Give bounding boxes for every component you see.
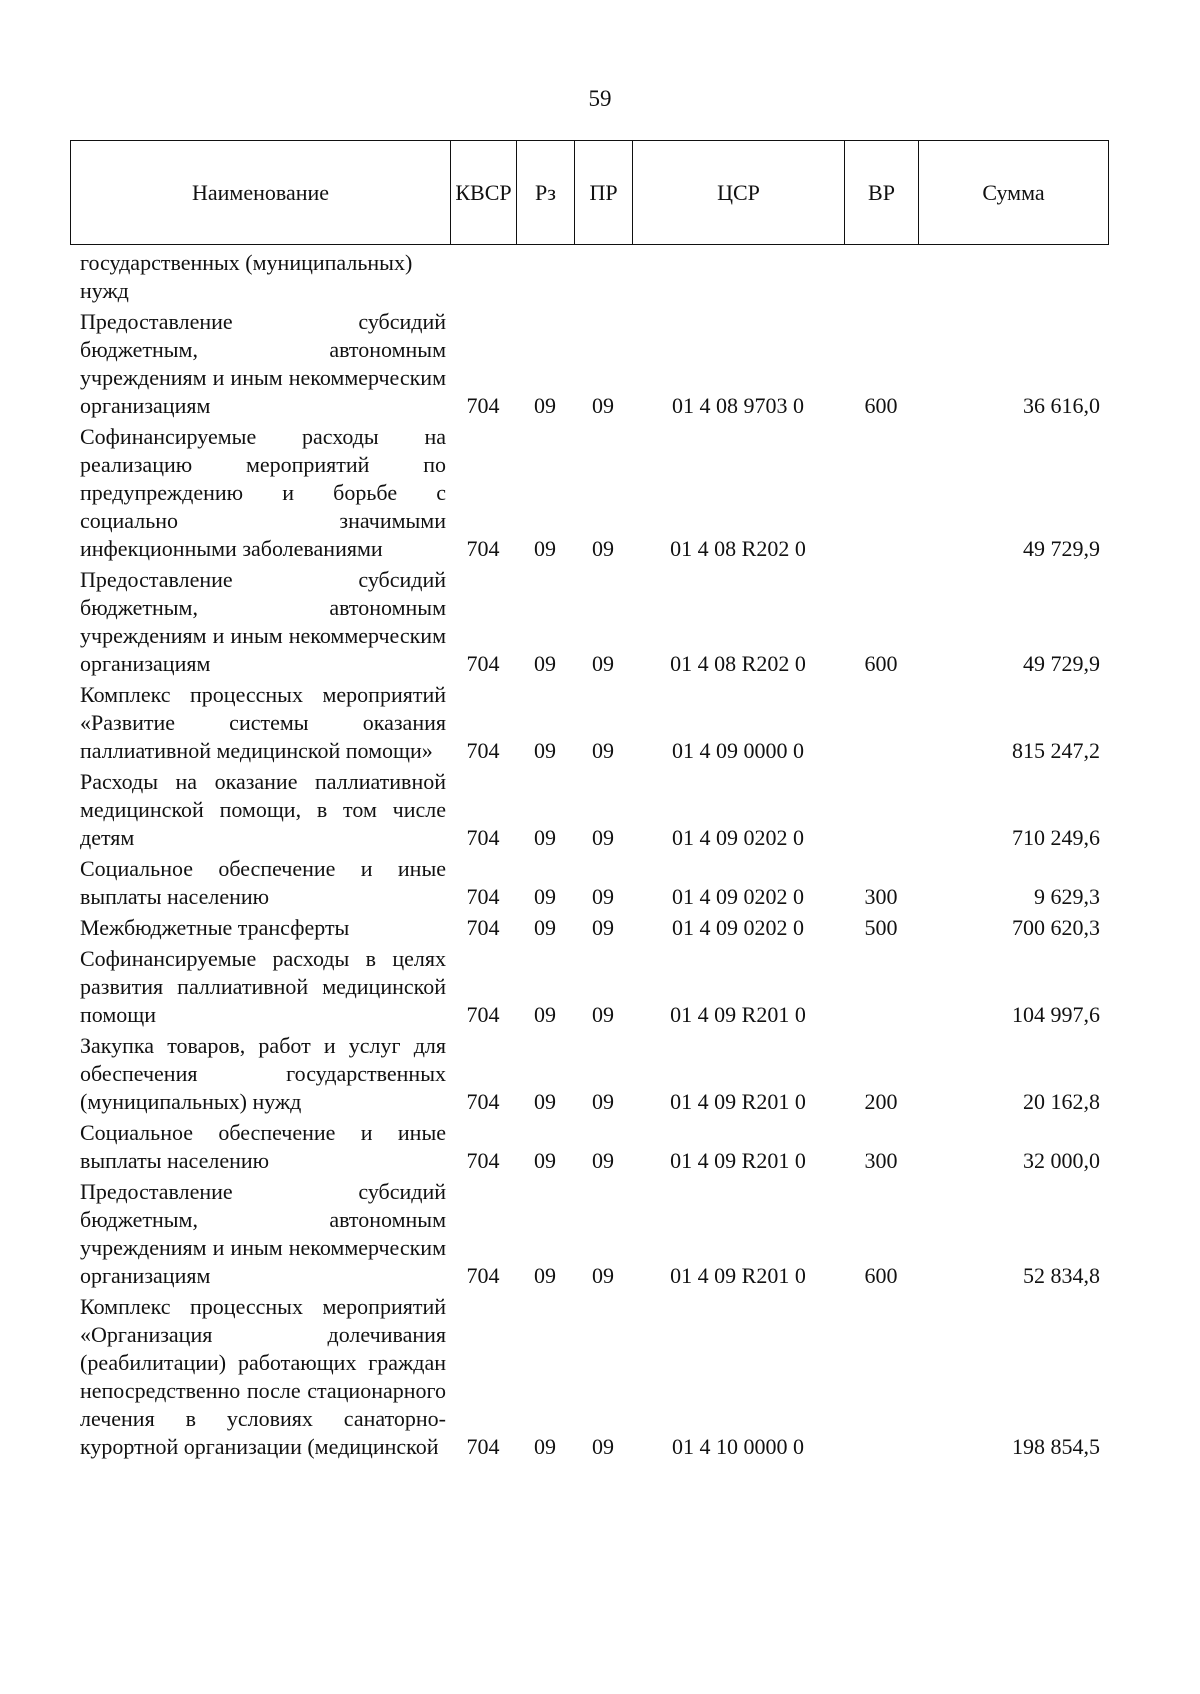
row-csr: 01 4 09 R201 0	[670, 1263, 806, 1288]
row-rz: 09	[534, 915, 556, 940]
header-csr: ЦСР	[633, 141, 845, 245]
row-sum: 9 629,3	[1034, 884, 1100, 909]
budget-table	[70, 249, 1108, 1461]
row-rz: 09	[534, 1089, 556, 1114]
row-vr	[844, 681, 918, 765]
row-name: Межбюджетные трансферты	[80, 915, 350, 940]
page-number: 59	[588, 86, 612, 111]
row-kvsr: 704	[466, 884, 500, 909]
table-row	[70, 1032, 1108, 1116]
row-name: Предоставление субсидий бюджетным, автономным учреждениям и иным некоммерческим организациям	[80, 567, 446, 676]
row-vr: 300	[864, 1148, 898, 1173]
header-rz: Рз	[517, 141, 575, 245]
row-pr: 09	[592, 738, 614, 763]
row-pr: 09	[592, 1148, 614, 1173]
row-rz: 09	[534, 884, 556, 909]
row-pr: 09	[592, 915, 614, 940]
table-body	[70, 249, 1108, 1461]
row-name: Социальное обеспечение и иные выплаты населению	[80, 1120, 446, 1173]
row-name: государственных (муниципальных) нужд	[80, 250, 413, 303]
row-sum: 20 162,8	[1023, 1089, 1100, 1114]
row-kvsr: 704	[466, 1002, 500, 1027]
row-sum: 32 000,0	[1023, 1148, 1100, 1173]
row-rz	[516, 249, 574, 305]
row-rz: 09	[534, 1263, 556, 1288]
row-vr	[844, 249, 918, 305]
row-pr: 09	[592, 884, 614, 909]
row-vr	[844, 1293, 918, 1461]
row-sum: 52 834,8	[1023, 1263, 1100, 1288]
row-vr: 200	[864, 1089, 898, 1114]
row-kvsr: 704	[466, 651, 500, 676]
row-rz: 09	[534, 738, 556, 763]
row-vr: 500	[864, 915, 898, 940]
row-sum: 700 620,3	[1012, 915, 1100, 940]
row-sum: 49 729,9	[1023, 651, 1100, 676]
row-csr: 01 4 09 R201 0	[670, 1002, 806, 1027]
row-pr: 09	[592, 1263, 614, 1288]
row-pr	[574, 249, 632, 305]
table-row	[70, 768, 1108, 852]
row-vr: 300	[864, 884, 898, 909]
row-name: Софинансируемые расходы на реализацию мероприятий по предупреждению и борьбе с социально значимыми инфекционными заболеваниями	[80, 424, 446, 561]
row-kvsr: 704	[466, 1089, 500, 1114]
row-sum: 36 616,0	[1023, 393, 1100, 418]
table-row	[70, 681, 1108, 765]
row-csr: 01 4 08 9703 0	[672, 393, 804, 418]
table-row	[70, 855, 1108, 911]
row-sum	[918, 249, 1108, 305]
row-name: Софинансируемые расходы в целях развития паллиативной медицинской помощи	[80, 946, 446, 1027]
row-kvsr: 704	[466, 915, 500, 940]
row-kvsr	[450, 249, 516, 305]
row-sum: 710 249,6	[1012, 825, 1100, 850]
row-pr: 09	[592, 651, 614, 676]
row-vr: 600	[864, 393, 898, 418]
table-header	[70, 140, 1109, 245]
row-kvsr: 704	[466, 1148, 500, 1173]
table-row	[70, 1119, 1108, 1175]
table-row	[70, 308, 1108, 420]
row-sum: 815 247,2	[1012, 738, 1100, 763]
row-csr: 01 4 09 R201 0	[670, 1089, 806, 1114]
row-pr: 09	[592, 1002, 614, 1027]
row-pr: 09	[592, 536, 614, 561]
row-csr	[632, 249, 844, 305]
row-vr	[844, 423, 918, 563]
row-rz: 09	[534, 651, 556, 676]
row-name: Комплекс процессных мероприятий «Организация долечивания (реабилитации) работающих граждан непосредственно после стационарного лечения в условиях санаторно-курортной организации (медицинской	[80, 1294, 446, 1459]
row-rz: 09	[534, 1148, 556, 1173]
row-pr: 09	[592, 393, 614, 418]
row-rz: 09	[534, 1434, 556, 1459]
header-kvsr: КВСР	[451, 141, 517, 245]
row-rz: 09	[534, 825, 556, 850]
row-vr: 600	[864, 1263, 898, 1288]
row-rz: 09	[534, 536, 556, 561]
header-name: Наименование	[71, 141, 451, 245]
row-rz: 09	[534, 1002, 556, 1027]
table-row	[70, 1293, 1108, 1461]
row-csr: 01 4 08 R202 0	[670, 651, 806, 676]
header-sum: Сумма	[919, 141, 1109, 245]
row-name: Социальное обеспечение и иные выплаты населению	[80, 856, 446, 909]
row-csr: 01 4 09 0000 0	[672, 738, 804, 763]
row-pr: 09	[592, 1434, 614, 1459]
row-name: Закупка товаров, работ и услуг для обеспечения государственных (муниципальных) нужд	[80, 1033, 446, 1114]
row-kvsr: 704	[466, 393, 500, 418]
table-row	[70, 914, 1108, 942]
row-name: Расходы на оказание паллиативной медицинской помощи, в том числе детям	[80, 769, 446, 850]
row-csr: 01 4 09 R201 0	[670, 1148, 806, 1173]
table-row	[70, 566, 1108, 678]
row-name: Комплекс процессных мероприятий «Развитие системы оказания паллиативной медицинской помощи»	[80, 682, 446, 763]
row-csr: 01 4 09 0202 0	[672, 825, 804, 850]
row-pr: 09	[592, 1089, 614, 1114]
row-vr	[844, 945, 918, 1029]
row-csr: 01 4 09 0202 0	[672, 915, 804, 940]
row-sum: 198 854,5	[1012, 1434, 1100, 1459]
row-sum: 104 997,6	[1012, 1002, 1100, 1027]
row-rz: 09	[534, 393, 556, 418]
row-vr: 600	[864, 651, 898, 676]
row-pr: 09	[592, 825, 614, 850]
row-sum: 49 729,9	[1023, 536, 1100, 561]
header-vr: ВР	[845, 141, 919, 245]
table-row	[70, 945, 1108, 1029]
table-row	[70, 423, 1108, 563]
row-name: Предоставление субсидий бюджетным, автономным учреждениям и иным некоммерческим организациям	[80, 309, 446, 418]
row-name: Предоставление субсидий бюджетным, автономным учреждениям и иным некоммерческим организациям	[80, 1179, 446, 1288]
row-csr: 01 4 08 R202 0	[670, 536, 806, 561]
table-row	[70, 1178, 1108, 1290]
table-row	[70, 249, 1108, 305]
row-kvsr: 704	[466, 536, 500, 561]
row-kvsr: 704	[466, 825, 500, 850]
row-kvsr: 704	[466, 1434, 500, 1459]
row-kvsr: 704	[466, 738, 500, 763]
row-kvsr: 704	[466, 1263, 500, 1288]
row-vr	[844, 768, 918, 852]
row-csr: 01 4 09 0202 0	[672, 884, 804, 909]
header-pr: ПР	[575, 141, 633, 245]
row-csr: 01 4 10 0000 0	[672, 1434, 804, 1459]
